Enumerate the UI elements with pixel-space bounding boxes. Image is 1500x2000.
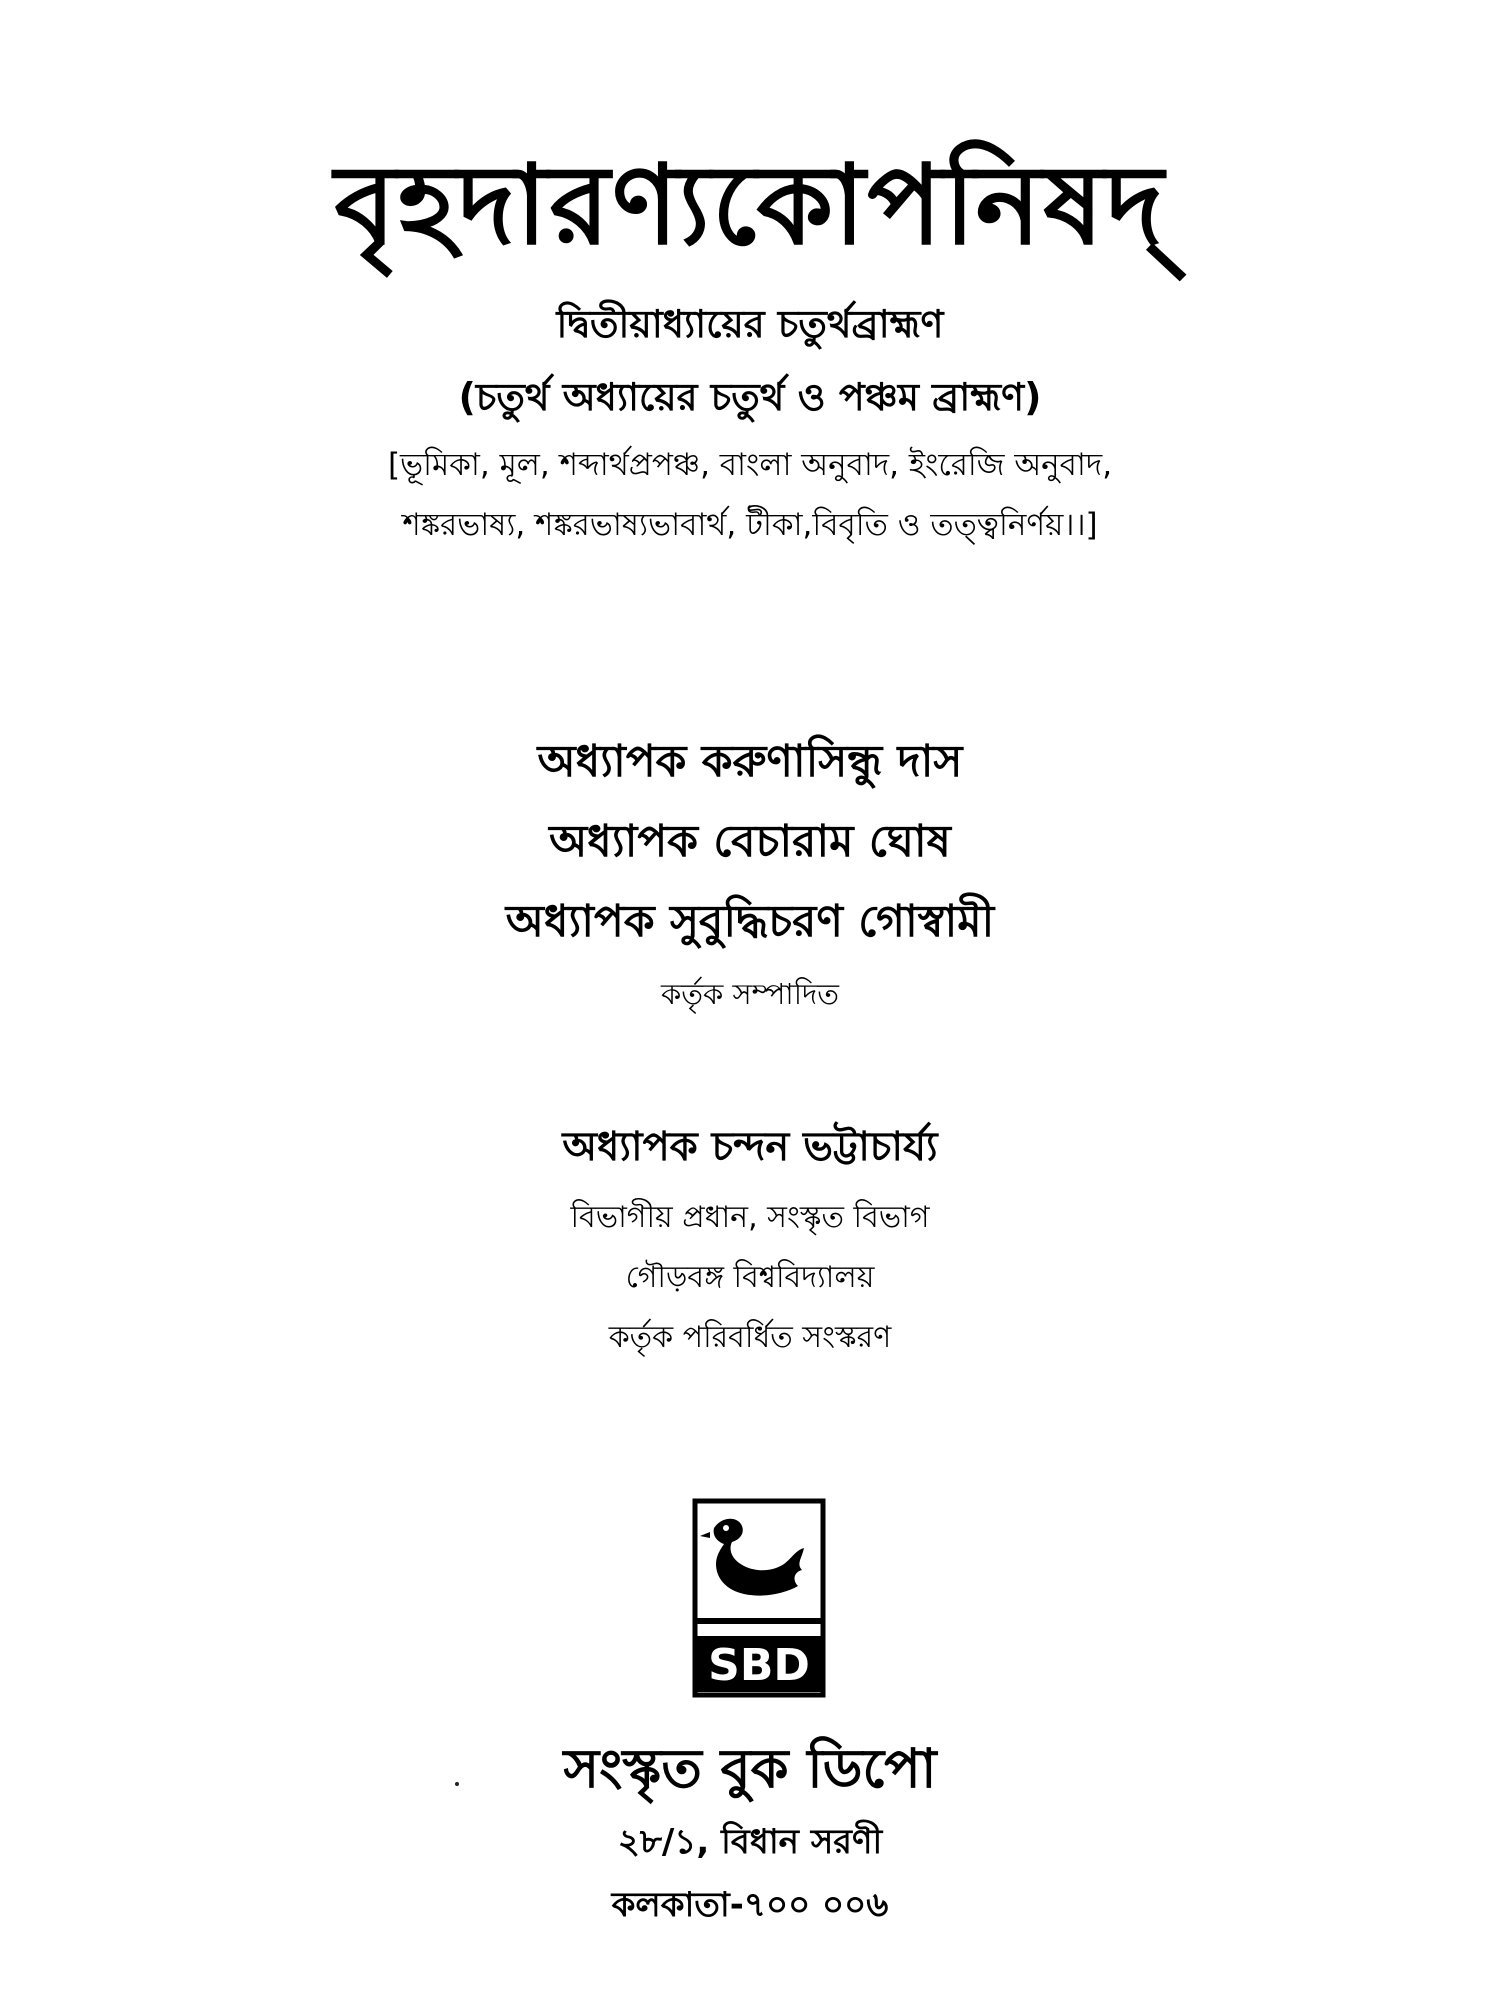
editor-name: অধ্যাপক বেচারাম ঘোষ xyxy=(549,816,951,867)
publisher-city: কলকাতা-৭০০ ০০৬ xyxy=(611,1885,889,1925)
editor-name: অধ্যাপক সুবুদ্ধিচরণ গোস্বামী xyxy=(505,896,995,947)
revised-edition-caption: কর্তৃক পরিবর্ধিত সংস্করণ xyxy=(608,1320,892,1355)
book-subtitle-brahmana: (চতুর্থ অধ্যায়ের চতুর্থ ও পঞ্চম ব্রাহ্মণ) xyxy=(458,375,1042,419)
editor-name: অধ্যাপক করুণাসিন্ধু দাস xyxy=(537,736,963,787)
publisher-name: সংস্কৃত বুক ডিপো xyxy=(563,1737,937,1800)
logo-text: SBD xyxy=(708,1640,810,1691)
publisher-address: ২৮/১, বিধান সরণী xyxy=(617,1822,883,1862)
contents-summary-line-1: [ভূমিকা, মূল, শব্দার্থপ্রপঞ্চ, বাংলা অনুবাদ, ইংরেজি অনুবাদ, xyxy=(387,447,1113,483)
print-speck xyxy=(455,1782,459,1786)
bird-emblem-icon xyxy=(692,1498,826,1698)
edited-by-caption: কর্তৃক সম্পাদিত xyxy=(660,977,839,1011)
reviser-university: গৌড়বঙ্গ বিশ্ববিদ্যালয় xyxy=(625,1260,875,1295)
contents-summary-line-2: শঙ্করভাষ্য, শঙ্করভাষ্যভাবার্থ, টীকা,বিবৃতি ও তত্ত্বনির্ণয়।।] xyxy=(402,507,1098,543)
reviser-role: বিভাগীয় প্রধান, সংস্কৃত বিভাগ xyxy=(570,1200,930,1235)
reviser-name: অধ্যাপক চন্দন ভট্টাচার্য্য xyxy=(562,1124,938,1170)
book-subtitle-chapter: দ্বিতীয়াধ্যায়ের চতুর্থব্রাহ্মণ xyxy=(556,302,944,346)
book-title: বৃহদারণ্যকোপনিষদ্ xyxy=(334,141,1166,269)
